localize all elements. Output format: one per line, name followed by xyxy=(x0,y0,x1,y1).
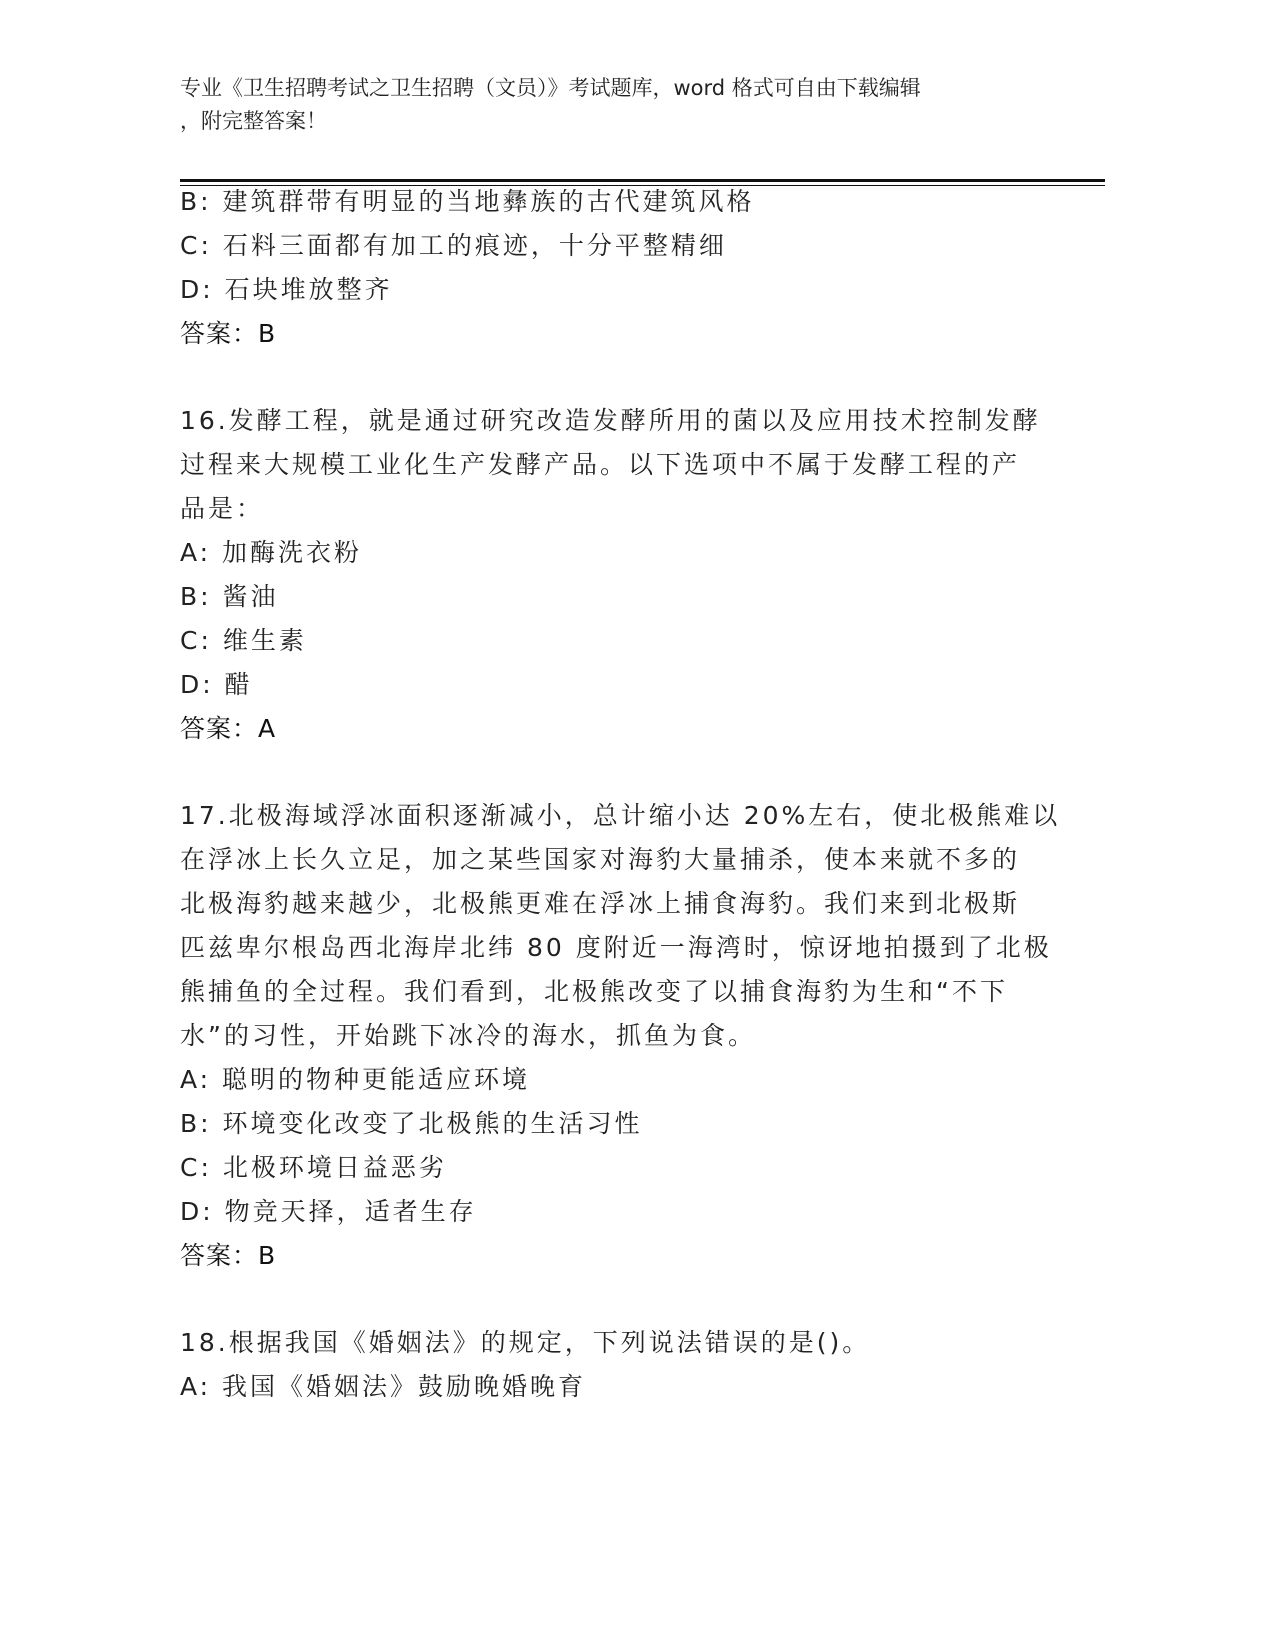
option-b: B: 建筑群带有明显的当地彝族的古代建筑风格 xyxy=(180,187,755,216)
question-stem-line: 过程来大规模工业化生产发酵产品。以下选项中不属于发酵工程的产 xyxy=(180,450,1021,479)
option-a: A: 加酶洗衣粉 xyxy=(180,538,363,567)
question-stem-line: 熊捕鱼的全过程。我们看到，北极熊改变了以捕食海豹为生和“不下 xyxy=(180,977,1008,1006)
document-header xyxy=(180,72,1060,138)
question-stem-line: 匹兹卑尔根岛西北海岸北纬 80 度附近一海湾时，惊讶地拍摄到了北极 xyxy=(180,933,1052,962)
question-stem-line: 品是： xyxy=(180,494,265,523)
option-d: D: 醋 xyxy=(180,670,253,699)
option-b: B: 环境变化改变了北极熊的生活习性 xyxy=(180,1109,643,1138)
question-stem-line: 16.发酵工程，就是通过研究改造发酵所用的菌以及应用技术控制发酵 xyxy=(180,406,1041,435)
question-list xyxy=(180,180,1061,1409)
answer-line: 答案：A xyxy=(180,714,277,743)
spacer xyxy=(180,356,1040,399)
answer-line: 答案：B xyxy=(180,319,277,348)
question-stem-line: 北极海豹越来越少，北极熊更难在浮冰上捕食海豹。我们来到北极斯 xyxy=(180,889,1021,918)
header-line: 专业《卫生招聘考试之卫生招聘（文员）》考试题库，word 格式可自由下载编辑 xyxy=(180,76,921,100)
answer-line: 答案：B xyxy=(180,1241,277,1270)
option-d: D: 物竞天择，适者生存 xyxy=(180,1197,477,1226)
option-c: C: 北极环境日益恶劣 xyxy=(180,1153,447,1182)
spacer xyxy=(180,751,1040,794)
question-stem-line: 17.北极海域浮冰面积逐渐减小，总计缩小达 20%左右，使北极熊难以 xyxy=(180,801,1061,830)
option-d: D: 石块堆放整齐 xyxy=(180,275,393,304)
question-15-partial xyxy=(180,180,1040,356)
question-stem-line: 18.根据我国《婚姻法》的规定，下列说法错误的是()。 xyxy=(180,1328,871,1357)
option-c: C: 石料三面都有加工的痕迹，十分平整精细 xyxy=(180,231,727,260)
spacer xyxy=(180,1278,1040,1321)
question-18 xyxy=(180,1321,1040,1409)
question-17 xyxy=(180,794,1061,1278)
question-stem-line: 在浮冰上长久立足，加之某些国家对海豹大量捕杀，使本来就不多的 xyxy=(180,845,1021,874)
option-b: B: 酱油 xyxy=(180,582,279,611)
option-c: C: 维生素 xyxy=(180,626,307,655)
question-stem-line: 水”的习性，开始跳下冰冷的海水，抓鱼为食。 xyxy=(180,1021,756,1050)
option-a: A: 聪明的物种更能适应环境 xyxy=(180,1065,531,1094)
option-a: A: 我国《婚姻法》鼓励晚婚晚育 xyxy=(180,1372,587,1401)
question-16 xyxy=(180,399,1040,751)
header-line: ，附完整答案！ xyxy=(180,109,327,133)
